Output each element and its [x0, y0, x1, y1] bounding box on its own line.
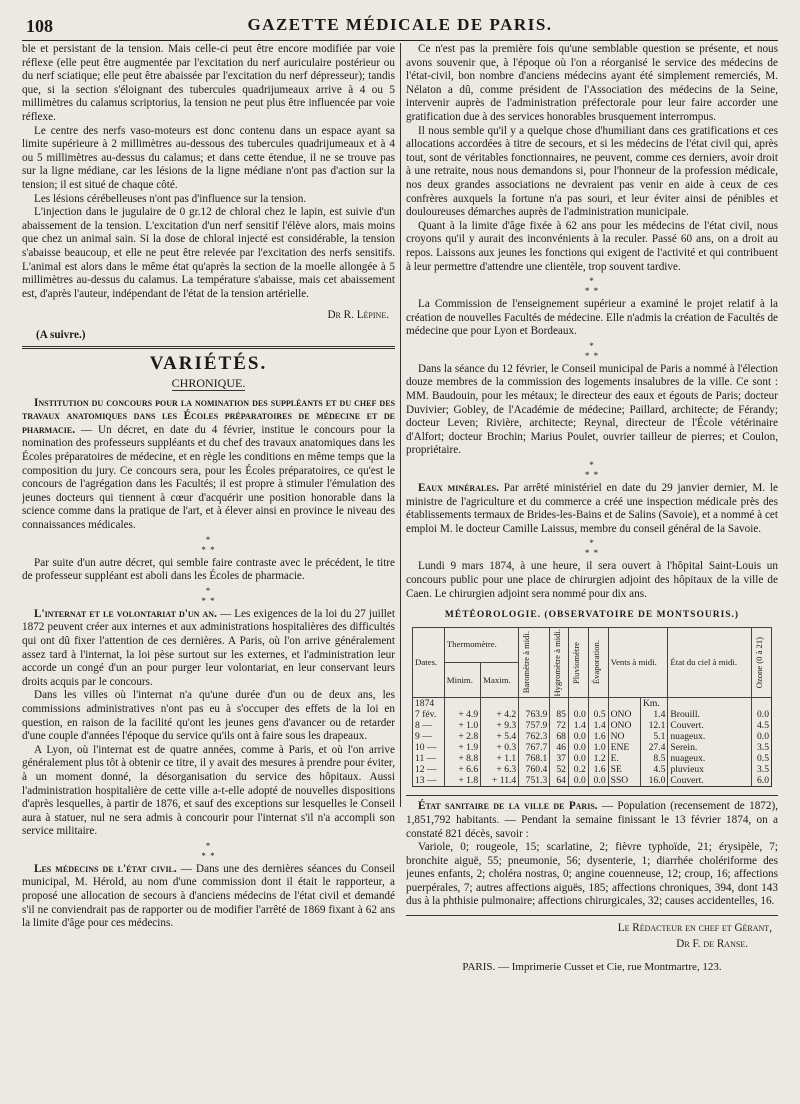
paragraph: ble et persistant de la tension. Mais celle-ci peut être encore modifiée par voie réflexe (elle peut être augmentée par l'excitation du nerf auriculaire postérieur ou du nerf sciatique; elle peut être abaissée par l'excitation du nerf dépresseur); tandis que, si la section s'éloignant des tubercules quadrijumeaux arrive à 4 ou 5 millimètres du calamus scriptorius, la tension ne peut plus être influencée par voie réflexe. — [22, 43, 395, 123]
cell-evap: 0.0 — [588, 775, 608, 787]
unit-cell: Km. — [641, 698, 668, 710]
cell-ozone: 6.0 — [752, 775, 772, 787]
cell-min: + 8.8 — [444, 753, 480, 764]
paragraph: Eaux minérales. Par arrêté ministériel en date du 29 janvier dernier, M. le ministre de l'agriculture et du commerce a créé une inspection médicale près des établissements termaux de Brides-les-Bains et de Salins (Savoie), et a nommé à cet emploi M. le docteur Camille Laissus, membre du conseil général de la Savoie. — [406, 482, 778, 535]
cell-evap: 1.0 — [588, 742, 608, 753]
cell-sky: Brouill. — [668, 709, 752, 720]
cell-pluv: 0.0 — [568, 709, 588, 720]
cell-max: + 0.3 — [481, 742, 519, 753]
paragraph: La Commission de l'enseignement supérieur a examiné le projet relatif à la création de nouvelles Facultés de médecine. Elle n'admis la création de Facultés de médecine que pour Lyon et Bordeaux. — [406, 298, 778, 338]
cell-evap: 1.6 — [588, 764, 608, 775]
header-dates: Dates. — [413, 627, 445, 698]
cell-hygro: 46 — [550, 742, 569, 753]
cell-sky: Couvert. — [668, 775, 752, 787]
cell-date: 8 — — [413, 720, 445, 731]
cell-max: + 11.4 — [481, 775, 519, 787]
cell-max: + 6.3 — [481, 764, 519, 775]
cell-ozone: 0.0 — [752, 731, 772, 742]
page-number: 108 — [26, 16, 53, 36]
cell-hygro: 37 — [550, 753, 569, 764]
star-separator: * * * — [201, 534, 216, 555]
cell-evap: 1.2 — [588, 753, 608, 764]
divider — [406, 795, 778, 796]
paragraph: L'injection dans le jugulaire de 0 gr.12 de chloral chez le lapin, est suivie d'un abaissement de la tension. L'excitation d'un nerf sensitif l'élève alors, mais moins que chez un animal sain. Si la dose de chloral injecté est considérable, la tension s'abaisse beaucoup, et elle ne peut être relevée par l'excitation des nerfs sensitifs. L'animal est alors dans le même état qu'après la section de la moelle allongée à 5 millimètres au-dessus du calamus. La température s'abaisse, mais cet abaissement est, d'après l'auteur, indépendant de l'état de la tension artérielle. — [22, 206, 395, 300]
cell-hygro: 85 — [550, 709, 569, 720]
meteorology-table — [412, 627, 772, 788]
subsection-title: CHRONIQUE. — [171, 376, 246, 391]
paragraph: Lundi 9 mars 1874, à une heure, il sera ouvert à l'hôpital Saint-Louis un concours public pour une place de chirurgien adjoint des hôpitaux de la ville de Caen. Le chirurgien adjoint sera nommé pour dix ans. — [406, 560, 778, 600]
cell-min: + 6.6 — [444, 764, 480, 775]
cell-hygro: 52 — [550, 764, 569, 775]
cell-ozone: 3.5 — [752, 764, 772, 775]
cell-wind: SE — [608, 764, 640, 775]
paragraph: État sanitaire de la ville de Paris. — Population (recensement de 1872), 1,851,792 habitants. — Pendant la semaine finissant le 13 février 1874, on a constaté 821 décès, savoir : — [406, 800, 778, 840]
cell-sky: Serein. — [668, 742, 752, 753]
cell-pluv: 0.0 — [568, 742, 588, 753]
header-thermometer: Thermomètre. — [444, 627, 518, 662]
cell-baro: 760.4 — [519, 764, 550, 775]
cell-baro: 768.1 — [519, 753, 550, 764]
cell-wind: E. — [608, 753, 640, 764]
editor-name: Dr F. de Ranse. — [676, 937, 748, 950]
cell-evap: 0.5 — [588, 709, 608, 720]
header-winds: Vents à midi. — [608, 627, 668, 698]
paragraph: Variole, 0; rougeole, 15; scarlatine, 2; fièvre typhoïde, 21; érysipèle, 7; bronchite aiguë, 55; pneumonie, 56; dysenterie, 1; diarrhée cholériforme des jeunes enfants, 2; choléra nostras, 0; angine couenneuse, 12; croup, 16; affections puerpérales, 7; autres affections aiguës, 185; affections chroniques, 394, dont 143 dus à la phthisie pulmonaire; affections chirurgicales, 32; causes accidentelles, 16. — [406, 841, 778, 908]
table-row — [413, 742, 772, 753]
cell-pluv: 0.0 — [568, 775, 588, 787]
cell-speed: 27.4 — [641, 742, 668, 753]
cell-max: + 1.1 — [481, 753, 519, 764]
cell-baro: 767.7 — [519, 742, 550, 753]
cell-max: + 4.2 — [481, 709, 519, 720]
cell-ozone: 3.5 — [752, 742, 772, 753]
cell-min: + 1.9 — [444, 742, 480, 753]
cell-baro: 757.9 — [519, 720, 550, 731]
cell-wind: SSO — [608, 775, 640, 787]
cell-max: + 9.3 — [481, 720, 519, 731]
star-separator: * * * — [584, 538, 600, 559]
paragraph: Les lésions cérébelleuses n'ont pas d'influence sur la tension. — [34, 192, 307, 205]
table-row — [413, 720, 772, 731]
cell-ozone: 0.5 — [752, 753, 772, 764]
header-max: Maxim. — [481, 663, 519, 698]
cell-hygro: 68 — [550, 731, 569, 742]
cell-sky: pluvieux — [668, 764, 752, 775]
cell-speed: 5.1 — [641, 731, 668, 742]
right-column — [406, 43, 778, 1075]
cell-ozone: 4.5 — [752, 720, 772, 731]
cell-evap: 1.4 — [588, 720, 608, 731]
table-row — [413, 698, 772, 710]
divider — [406, 915, 778, 916]
cell-hygro: 64 — [550, 775, 569, 787]
paragraph: L'internat et le volontariat d'un an. — Les exigences de la loi du 27 juillet 1872 peuvent créer aux internes et aux administrations hospitalières des difficultés qui ont dû fixer l'attention de ces dernières. A Paris, où l'on arrive généralement assez tard à l'internat, la loi pèse surtout sur les externes, et l'administration leur accorde un congé d'un an pour purger leur volontariat, en leur conservant leurs droits acquis par le concours. — [22, 607, 395, 688]
cell-sky: nuageux. — [668, 731, 752, 742]
cell-baro: 762.3 — [519, 731, 550, 742]
cell-speed: 1.4 — [641, 709, 668, 720]
header-pluviometer: Pluviomètre — [568, 627, 588, 698]
header-barometer: Baromètre à midi. — [519, 627, 550, 698]
to-be-continued: (A suivre.) — [36, 328, 86, 341]
cell-pluv: 1.4 — [568, 720, 588, 731]
cell-date: 7 fév. — [413, 709, 445, 720]
cell-evap: 1.6 — [588, 731, 608, 742]
paragraph: Par suite d'un autre décret, qui semble faire contraste avec le précédent, le titre de professeur suppléant est aboli dans les Écoles de pharmacie. — [22, 556, 395, 583]
paragraph: Dans les villes où l'internat n'a qu'une durée d'un ou de deux ans, les commissions administratives n'ont pas eu à s'occuper des effets de la loi en question, en raison de la facilité qu'ont les jeunes gens d'avancer ou de retarder d'une couple d'années l'époque du service qu'ils ont à faire sous les drapeaux. — [22, 689, 395, 743]
table-row — [413, 709, 772, 720]
table-row — [413, 731, 772, 742]
cell-max: + 5.4 — [481, 731, 519, 742]
cell-ozone: 0.0 — [752, 709, 772, 720]
cell-speed: 12.1 — [641, 720, 668, 731]
cell-pluv: 0.2 — [568, 764, 588, 775]
cell-speed: 8.5 — [641, 753, 668, 764]
cell-date: 12 — — [413, 764, 445, 775]
section-title: VARIÉTÉS. — [149, 353, 268, 375]
paragraph: Quant à la limite d'âge fixée à 62 ans pour les médecins de l'état civil, nous croyons qu'il y aurait des inconvénients à la reculer. Passé 60 ans, on a droit au repos. Laissons aux jeunes les fonctions qui exigent de l'activité et qui contribuent à leur permettre d'attendre une clientèle, trop souvent tardive. — [406, 219, 778, 273]
paragraph: A Lyon, où l'internat est de quatre années, comme à Paris, et où l'on arrive généralement plus tôt à obtenir ce titre, il y avait des mesures à prendre pour éviter, à un moment donné, la désorganisation du service des hôpitaux. Aussi l'administration hospitalière de cette ville a-t-elle adopté de nouvelles dispositions d'après lesquelles, à partir de 1876, et sauf des exceptions sur lesquelles le Conseil aura à statuer, nul ne sera admis à concourir pour l'internat s'il n'a accompli son service militaire. — [22, 743, 395, 838]
cell-min: + 2.8 — [444, 731, 480, 742]
header-hygrometer: Hygromètre à midi. — [550, 627, 569, 698]
cell-baro: 763.9 — [519, 709, 550, 720]
cell-wind: ONO — [608, 720, 640, 731]
star-separator: * * * — [584, 276, 600, 297]
cell-wind: ONO — [608, 709, 640, 720]
page-header — [22, 14, 778, 41]
running-title: GAZETTE MÉDICALE DE PARIS. — [247, 15, 553, 34]
cell-min: + 1.8 — [444, 775, 480, 787]
printer-imprint: PARIS. — Imprimerie Cusset et Cie, rue Montmartre, 123. — [462, 961, 722, 974]
header-evaporation: Évaporation. — [588, 627, 608, 698]
cell-hygro: 72 — [550, 720, 569, 731]
cell-pluv: 0.0 — [568, 753, 588, 764]
star-separator: * * * — [201, 840, 216, 861]
paragraph: Le centre des nerfs vaso-moteurs est donc contenu dans un espace ayant sa limite supérieure à 2 millimètres au-dessous des tubercules quadrijumeaux et à 4 ou 5 millimètres au-dessus du calamus; et dans cette étendue, il ne se trouve pas sur la ligne médiane, car les lésions de la ligne médiane n'ont pas d'action sur la tension; il est situé de chaque côté. — [22, 124, 395, 191]
editor-line: Le Rédacteur en chef et Gérant, — [617, 922, 772, 935]
star-separator: * * * — [584, 460, 600, 481]
cell-wind: NO — [608, 731, 640, 742]
cell-speed: 16.0 — [641, 775, 668, 787]
left-column — [22, 43, 395, 1075]
header-min: Minim. — [444, 663, 480, 698]
columns — [22, 43, 778, 1075]
cell-date: 10 — — [413, 742, 445, 753]
cell-sky: Couvert. — [668, 720, 752, 731]
paragraph: Dans la séance du 12 février, le Conseil municipal de Paris a nommé à l'élection douze membres de la commission des logements insalubres de la ville. Ce sont : MM. Baudouin, pour les métaux; le directeur des eaux et égouts de Paris; docteur Duvivier; Gobley, de l'Académie de médecine; Paillard, architecte; de Férandy; docteur Leven; Rivière, architecte; Reynal, directeur de l'École vétérinaire d'Alfort; docteur Brochin; Marius Poulet, ouvrier tailleur de pierres; et Coulon, propriétaire. — [406, 362, 778, 457]
star-separator: * * * — [201, 585, 216, 606]
cell-date: 9 — — [413, 731, 445, 742]
cell-speed: 4.5 — [641, 764, 668, 775]
meteorology-title: MÉTÉOROLOGIE. (OBSERVATOIRE DE MONTSOURIS.) — [444, 610, 740, 621]
author-signature: Dr R. Lépine. — [327, 309, 389, 322]
star-separator: * * * — [584, 340, 600, 361]
header-ozone: Ozone (0 à 21) — [752, 627, 772, 698]
table-row — [413, 775, 772, 787]
cell-date: 11 — — [413, 753, 445, 764]
header-sky: État du ciel à midi. — [668, 627, 752, 698]
cell-sky: nuageux. — [668, 753, 752, 764]
table-row — [413, 753, 772, 764]
cell-baro: 751.3 — [519, 775, 550, 787]
table-row — [413, 764, 772, 775]
section-divider — [22, 346, 395, 349]
cell-min: + 4.9 — [444, 709, 480, 720]
column-divider — [400, 43, 401, 807]
cell-wind: ENE — [608, 742, 640, 753]
year-cell: 1874 — [413, 698, 445, 710]
paragraph: Il nous semble qu'il y a quelque chose d'humiliant dans ces gratifications et ces allocations accordées à titre de secours, et si les médecins de l'état civil qui, après tout, sont de véritables fonctionnaires, ne peuvent, comme ces derniers, avoir droit à une retraite, nous nous demandons si, pour l'honneur de la profession médicale, nos deux grandes associations ne devraient pas venir en aide à ceux de ces confrères auxquels la fortune n'a pas souri, et leur éviter ainsi de pénibles et douloureuses démarches auprès de l'administration municipale. — [406, 124, 778, 219]
paragraph: Les médecins de l'état civil. — Dans une des dernières séances du Conseil municipal, M. Hérold, au nom d'une commission dont il était le rapporteur, a proposé une allocation de secours à d'anciens médecins de l'état civil et demandé s'il ne conviendrait pas de rapporter ou de modifier l'arrêté de 1869 fixant à 62 ans la limite d'âge pour ces médecins. — [22, 862, 395, 930]
paragraph: Ce n'est pas la première fois qu'une semblable question se présente, et nous avons souvenir que, à l'époque où l'on a réorganisé le service des médecins de l'état-civil, bon nombre d'anciens médecins ayant été simplement remerciés, M. Nélaton a dû, comme président de l'Association des médecins de la Seine, intervenir auprès de l'administration préfectorale pour leur faire accorder une gratification due à des services honorables brusquement interrompus. — [406, 43, 778, 123]
cell-date: 13 — — [413, 775, 445, 787]
paragraph: Institution du concours pour la nomination des suppléants et du chef des travaux anatomiques dans les Écoles préparatoires de médecine et de pharmacie. — Un décret, en date du 4 février, institue le concours pour la nomination des professeurs suppléants et du chef des travaux anatomiques dans les Écoles préparatoires de médecine, et en règle les conditions en même temps que la composition du jury. Ce concours sera, pour les Écoles préparatoires, ce qu'est le concours de l'agrégation dans les Facultés; il est propre à stimuler l'émulation des jeunes docteurs qui tiennent à cœur d'acquérir une position honorable dans la science comme dans la pratique de l'art, et à élever ainsi en province le niveau des connaissances médicales. — [22, 396, 395, 531]
cell-min: + 1.0 — [444, 720, 480, 731]
cell-pluv: 0.0 — [568, 731, 588, 742]
